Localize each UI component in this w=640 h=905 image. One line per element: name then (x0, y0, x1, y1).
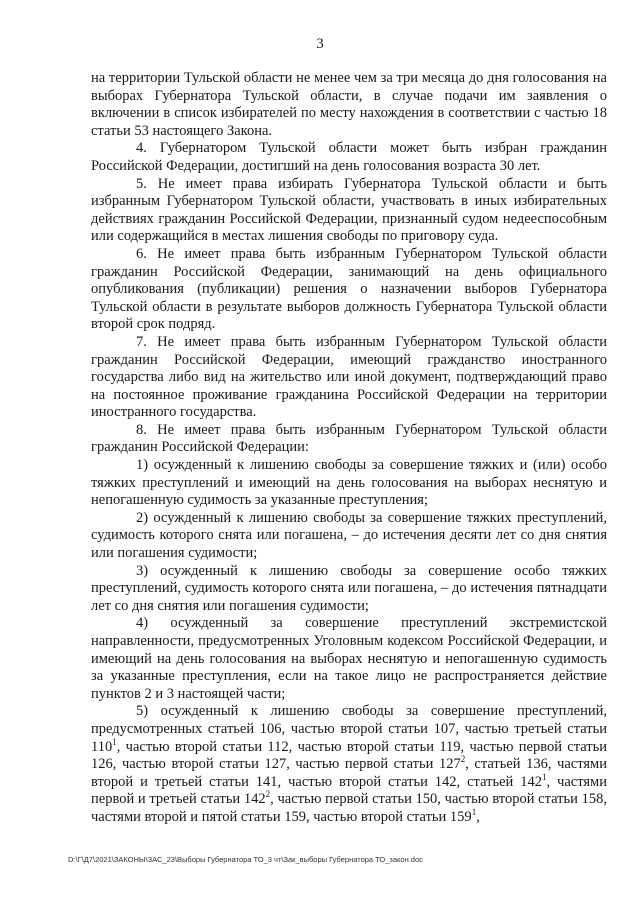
paragraph: 8. Не имеет права быть избранным Губернатором Тульской области гражданин Российской Федерации: (91, 421, 607, 456)
text-run: , частью второй статьи 112, частью второй статьи 119, частью первой статьи 126, частью второй статьи 127, частью первой статьи 127 (91, 738, 607, 773)
superscript: 2 (265, 789, 271, 800)
superscript: 1 (542, 771, 547, 782)
text-run: 5) осужденный к лишению свободы за совершение преступлений, предусмотренных статьей 106, частью второй статьи 107, частью третьей статьи 110 (91, 703, 607, 755)
text-run: , статьей 136, частями второй и третьей статьи 141, частью второй статьи 142, статьей 142 (91, 756, 607, 790)
paragraph: 7. Не имеет права быть избранным Губернатором Тульской области гражданин Российской Федерации, имеющий гражданство иностранного государства либо вид на жительство или иной документ, подтверждающий право на постоянное проживание гражданина Российской Федерации на территории иностранного государства. (91, 333, 607, 421)
list-item (91, 703, 607, 826)
page-number: 3 (316, 36, 324, 52)
list-item: 4) осужденный за совершение преступлений экстремистской направленности, предусмотренных Уголовным кодексом Российской Федерации, и имеющий на день голосования на выборах неснятую и непогашенную судимость за указанные преступления, если на такое лицо не распространяется действие пунктов 2 и 3 настоящей части; (91, 615, 607, 702)
paragraph: на территории Тульской области не менее чем за три месяца до дня голосования на выборах Губернатора Тульской области, в случае подачи им заявления о включении в список избирателей по месту нахождения в соответствии с частью 18 статьи 53 настоящего Закона. (91, 70, 607, 139)
text-run: , частями первой и третьей статьи 142 (91, 773, 607, 808)
superscript: 1 (471, 807, 477, 818)
list-item: 3) осужденный к лишению свободы за совершение особо тяжких преступлений, судимость которого снята или погашена, – до истечения пятнадцати лет со дня снятия или погашения судимости; (91, 562, 607, 614)
paragraph: 5. Не имеет права избирать Губернатора Тульской области и быть избранным Губернатором Тульской области, участвовать в иных избирательных действиях гражданин Российской Федерации, признанный судом недееспособным или содержащийся в местах лишения свободы по приговору суда. (91, 175, 607, 245)
list-item: 2) осужденный к лишению свободы за совершение тяжких преступлений, судимость которого снята или погашена, – до истечения десяти лет со дня снятия или погашения судимости; (91, 509, 607, 562)
text-run: , частью первой статьи 150, частью второй статьи 158, частями второй и пятой статьи 159, частью второй статьи 159 (91, 791, 607, 825)
superscript: 1 (112, 736, 117, 747)
text-run: , (476, 808, 480, 825)
superscript: 2 (460, 754, 466, 765)
paragraph: 4. Губернатором Тульской области может быть избран гражданин Российской Федерации, достигший на день голосования возраста 30 лет. (91, 140, 607, 174)
document-body (91, 70, 607, 827)
list-item: 1) осужденный к лишению свободы за совершение тяжких и (или) особо тяжких преступлений и имеющий на день голосования на выборах неснятую и непогашенную судимость за указанные преступления; (91, 457, 607, 509)
file-path-footer: D:\Г\Д7\2021\ЗАКОНЫ\ЗАС_23\Выборы Губернатора ТО_3 чт\Зак_выборы Губернатора ТО_закон.doc (68, 855, 423, 864)
paragraph: 6. Не имеет права быть избранным Губернатором Тульской области гражданин Российской Федерации, занимающий на день официального опубликования (публикации) решения о назначении выборов Губернатора Тульской области в результате выборов должность Губернатора Тульской области второй срок подряд. (91, 245, 607, 333)
